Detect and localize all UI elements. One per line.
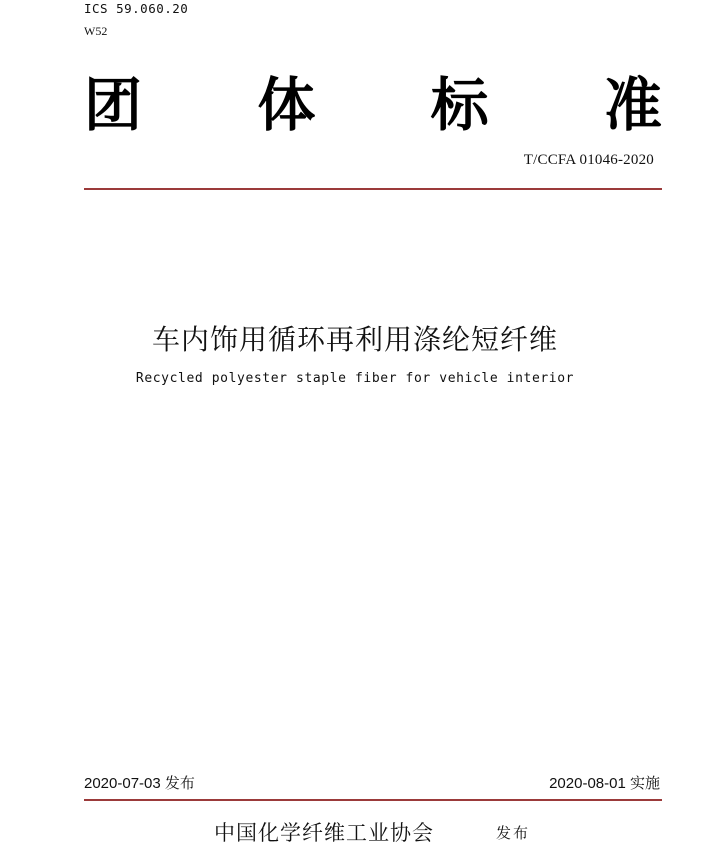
implement-date: 2020-08-01 实施 [549,775,660,792]
ics-code: ICS 59.060.20 [84,1,189,16]
publish-label: 发布 [496,824,531,842]
release-date: 2020-07-03 发布 [84,775,195,792]
title-char: 体 [257,71,316,139]
title-char: 准 [603,71,662,139]
publisher-name: 中国化学纤维工业协会 [214,821,434,845]
standard-code: T/CCFA 01046-2020 [523,152,654,168]
bottom-divider [84,799,662,801]
document-type-title [84,70,662,140]
standard-title-zh: 车内饰用循环再利用涤纶短纤维 [151,323,558,356]
classification-code: W52 [84,24,108,38]
standard-title-en: Recycled polyester staple fiber for vehicle interior [135,371,575,386]
title-char: 标 [430,71,489,139]
top-divider [84,188,662,190]
title-char: 团 [84,71,143,139]
